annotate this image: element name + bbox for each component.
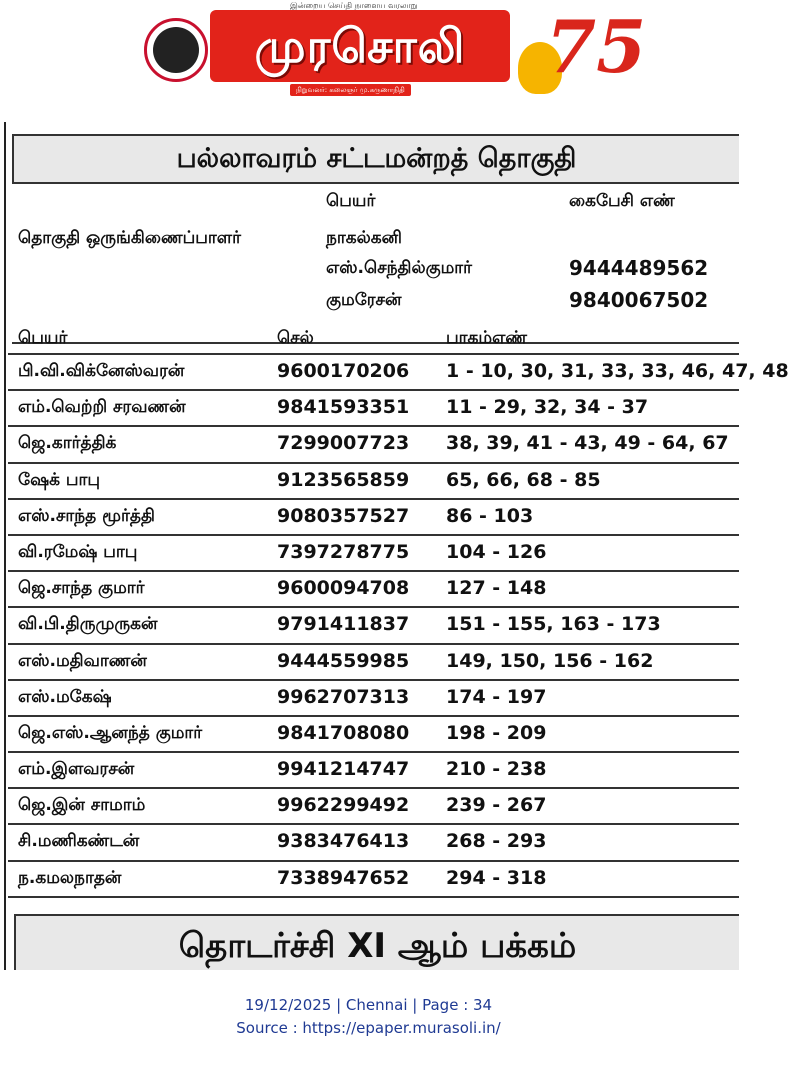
anniversary-badge-icon [518, 2, 647, 98]
row-part: 198 - 209 [446, 721, 547, 744]
constituency-title: பல்லாவரம் சட்டமன்றத் தொகுதி [12, 134, 739, 184]
footer-date-line: 19/12/2025 | Chennai | Page : 34 [244, 996, 493, 1014]
table-row [8, 862, 739, 898]
row-cell: 9123565859 [277, 468, 410, 491]
table-row [8, 717, 739, 753]
coord-name: குமரேசன் [326, 290, 402, 310]
masthead-logo: முரசொலி [210, 10, 510, 82]
table-header [8, 323, 739, 355]
footer-source-link[interactable]: Source : https://epaper.murasoli.in/ [236, 1019, 501, 1037]
row-cell: 9962299492 [277, 794, 410, 817]
continued-notice: தொடர்ச்சி XI ஆம் பக்கம் [14, 914, 739, 970]
coord-name-header: பெயர் [326, 191, 376, 211]
row-part: 1 - 10, 30, 31, 33, 33, 46, 47, 48 [446, 360, 789, 382]
table-row [8, 427, 739, 463]
row-cell: 9600094708 [277, 577, 410, 600]
coord-phone: 9840067502 [569, 288, 709, 312]
table-row [8, 391, 739, 427]
coordinator-section [12, 184, 739, 344]
row-part: 174 - 197 [446, 685, 547, 708]
row-cell: 9841593351 [277, 396, 410, 419]
row-name: ஜெ.கார்த்திக் [18, 433, 117, 454]
row-part: 65, 66, 68 - 85 [446, 468, 601, 491]
row-name: வி.ரமேஷ் பாபு [18, 541, 138, 562]
row-name: எஸ்.சாந்த மூர்த்தி [18, 505, 155, 526]
table-row [8, 789, 739, 825]
table-body [8, 355, 789, 898]
row-cell: 7397278775 [277, 540, 410, 563]
row-cell: 9080357527 [277, 504, 410, 527]
row-cell: 7299007723 [277, 432, 410, 455]
masthead-tagline: இன்றைய செய்தி நாளைய வரலாறு [290, 1, 418, 10]
masthead-subbrand: நிறுவனர்: கலைஞர் மு.கருணாநிதி [290, 84, 411, 96]
masthead [140, 0, 647, 104]
row-cell: 9383476413 [277, 830, 410, 853]
row-cell: 9962707313 [277, 685, 410, 708]
row-name: ஜெ.சாந்த குமார் [18, 578, 145, 599]
table-row [8, 645, 739, 681]
row-cell: 9791411837 [277, 613, 410, 636]
row-part: 268 - 293 [446, 830, 547, 853]
table-row [8, 825, 739, 861]
row-part: 210 - 238 [446, 758, 547, 781]
row-part: 38, 39, 41 - 43, 49 - 64, 67 [446, 432, 729, 455]
row-name: ந.கமலநாதன் [18, 867, 122, 888]
row-name: ஜெ.இன் சாமாம் [18, 795, 146, 816]
table-row [8, 608, 739, 644]
table-row [8, 536, 739, 572]
header-part: பாகம்எண் [446, 328, 527, 348]
row-part: 127 - 148 [446, 577, 547, 600]
row-part: 149, 150, 156 - 162 [446, 649, 654, 672]
table-row [8, 681, 739, 717]
row-cell: 9941214747 [277, 758, 410, 781]
header-name: பெயர் [18, 328, 68, 348]
coord-label: தொகுதி ஒருங்கிணைப்பாளர் [18, 228, 241, 248]
row-part: 11 - 29, 32, 34 - 37 [446, 396, 649, 419]
table-row [8, 464, 739, 500]
row-name: பி.வி.விக்னேஸ்வரன் [18, 361, 185, 381]
article-box [4, 122, 789, 970]
row-name: வி.பி.திருமுருகன் [18, 614, 158, 635]
row-name: ஷேக் பாபு [18, 469, 101, 490]
row-cell: 9444559985 [277, 649, 410, 672]
row-name: எஸ்.மதிவாணன் [18, 650, 147, 671]
row-part: 104 - 126 [446, 540, 547, 563]
table-row [8, 500, 739, 536]
row-name: சி.மணிகண்டன் [18, 831, 140, 852]
row-part: 86 - 103 [446, 504, 534, 527]
table-row [8, 355, 789, 391]
table-row [8, 753, 739, 789]
row-cell: 9841708080 [277, 721, 410, 744]
coord-phone-header: கைபேசி எண் [569, 191, 675, 211]
header-cell: செல் [277, 328, 314, 348]
anniversary-number: 75 [546, 4, 647, 89]
row-part: 294 - 318 [446, 866, 547, 889]
coord-phone: 9444489562 [569, 256, 709, 280]
row-cell: 7338947652 [277, 866, 410, 889]
row-name: ஜெ.எஸ்.ஆனந்த் குமார் [18, 722, 203, 743]
coord-name: எஸ்.செந்தில்குமார் [326, 258, 473, 278]
row-part: 239 - 267 [446, 794, 547, 817]
row-part: 151 - 155, 163 - 173 [446, 613, 661, 636]
row-name: எம்.இளவரசன் [18, 759, 135, 780]
row-cell: 9600170206 [277, 360, 410, 382]
row-name: எம்.வெற்றி சரவணன் [18, 397, 186, 418]
table-row [8, 572, 739, 608]
coord-name: நாகல்கனி [326, 228, 402, 248]
row-name: எஸ்.மகேஷ் [18, 686, 112, 707]
party-seal-icon [144, 18, 208, 82]
